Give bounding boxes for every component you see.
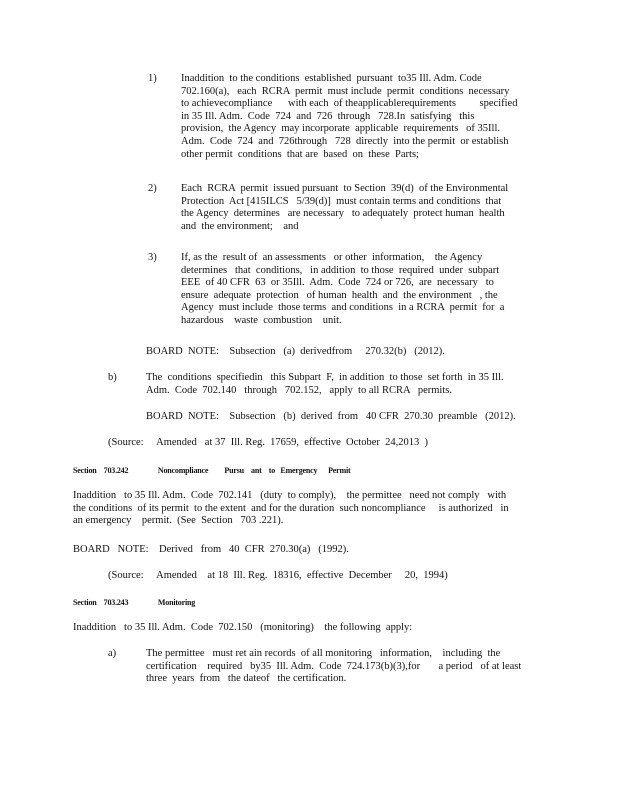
item-b-line: The conditions specifiedin this Subpart F, in addition to those set forth in 35 Ill.: [146, 372, 504, 383]
board-note-a-text: BOARD NOTE: Subsection (a) derivedfrom 270.32(b) (2012).: [146, 346, 445, 357]
item-1-line: Adm. Code 724 and 726through 728 directly into the permit or establish: [181, 135, 509, 147]
item-2-number: 2): [148, 183, 157, 194]
item-a-line: The permittee must ret ain records of all monitoring information, including the: [146, 648, 501, 659]
item-2-line: Protection Act [415ILCS 5/39(d)] must contain terms and conditions that: [181, 195, 502, 207]
item-3-line: determines that conditions, in addition to those required under subpart: [181, 264, 500, 276]
item-1-text: [181, 73, 531, 161]
item-b-number: b): [108, 372, 117, 383]
section-703-243-intro: [73, 622, 412, 635]
item-3-line: Agency must include those terms and conditions in a RCRA permit for a: [181, 302, 505, 314]
section-number: Section 703.242: [73, 466, 129, 475]
item-3-text: [181, 252, 531, 328]
item-1-number: 1): [148, 73, 157, 84]
item-3-line: EEE of 40 CFR 63 or 35Ill. Adm. Code 724 or 726, are necessary to: [181, 277, 494, 289]
board-note-b-text: BOARD NOTE: Subsection (b) derived from 40 CFR 270.30 preamble (2012).: [146, 411, 516, 422]
section-703-242-heading: [73, 466, 350, 475]
item-1-line: Inaddition to the conditions established pursuant to35 Ill. Adm. Code: [181, 73, 482, 84]
source-note-1: [108, 437, 428, 450]
item-3-number: 3): [148, 252, 157, 263]
item-1-line: 702.160(a), each RCRA permit must include permit conditions necessary: [181, 85, 510, 97]
section-703-242-board-note: [73, 544, 349, 557]
item-3-line: hazardous waste combustion unit.: [181, 314, 342, 326]
board-note-b: [146, 411, 516, 424]
item-a-line: three years from the dateof the certification.: [146, 673, 347, 685]
section-703-242-body: [73, 490, 543, 528]
item-3-line: ensure adequate protection of human health and the environment , the: [181, 289, 498, 301]
section-703-242-source: [108, 570, 448, 583]
section-703-242-line: Inaddition to 35 Ill. Adm. Code 702.141 (duty to comply), the permittee need not comply with: [73, 490, 507, 501]
section-number: Section 703.243: [73, 598, 129, 607]
item-2-text: [181, 183, 531, 233]
section-703-242-source-text: (Source: Amended at 18 Ill. Reg. 18316, effective December 20, 1994): [108, 570, 448, 581]
section-title: Noncompliance Pursu ant to Emergency Permit: [157, 466, 351, 475]
section-title: Monitoring: [157, 598, 196, 607]
section-703-243-heading: [73, 598, 195, 607]
section-703-243-intro-text: Inaddition to 35 Ill. Adm. Code 702.150 (monitoring) the following apply:: [73, 622, 413, 633]
item-1-line: other permit conditions that are based on these Parts;: [181, 148, 419, 160]
item-1-line: in 35 Ill. Adm. Code 724 and 726 through 728.In satisfying this: [181, 110, 475, 122]
item-b-line: Adm. Code 702.140 through 702.152, apply to all RCRA permits.: [146, 384, 452, 396]
item-a-text: [146, 648, 536, 686]
item-2-line: and the environment; and: [181, 220, 299, 232]
section-703-242-line: an emergency permit. (See Section 703 .221).: [73, 515, 284, 527]
item-1-line: to achievecompliance with each of theapplicablerequirements specified: [181, 98, 518, 110]
item-b-text: [146, 372, 536, 397]
item-a-number: a): [108, 648, 117, 659]
source-note-1-text: (Source: Amended at 37 Ill. Reg. 17659, effective October 24,2013 ): [108, 437, 428, 448]
item-1-line: provision, the Agency may incorporate applicable requirements of 35Ill.: [181, 123, 500, 135]
item-3-line: If, as the result of an assessments or other information, the Agency: [181, 252, 483, 263]
section-703-242-board-note-text: BOARD NOTE: Derived from 40 CFR 270.30(a) (1992).: [73, 544, 349, 555]
item-a-line: certification required by35 Ill. Adm. Code 724.173(b)(3),for a period of at least: [146, 660, 522, 672]
item-2-line: Each RCRA permit issued pursuant to Section 39(d) of the Environmental: [181, 183, 509, 194]
section-703-242-line: the conditions of its permit to the extent and for the duration such noncompliance is authorized in: [73, 502, 509, 514]
board-note-a: [146, 346, 445, 359]
item-2-line: the Agency determines are necessary to adequately protect human health: [181, 208, 505, 220]
